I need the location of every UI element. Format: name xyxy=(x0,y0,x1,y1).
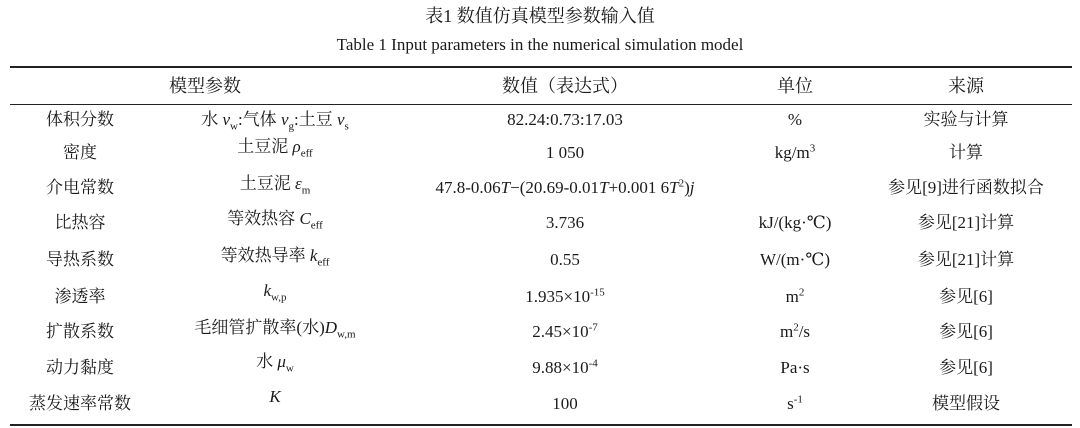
param-symbol: 水 $\mu_w$ xyxy=(256,352,294,375)
table-caption-en: Table 1 Input parameters in the numerical simulation model xyxy=(336,35,744,54)
param-unit: $m^2$ xyxy=(785,286,805,306)
param-symbol: 水 $v_w$:气体 $v_g$:土豆 $v_s$ xyxy=(201,110,349,133)
table-row xyxy=(0,317,1080,352)
param-name: 密度 xyxy=(63,143,97,162)
table-bottom-rule xyxy=(10,424,1072,426)
param-unit: $kg/m^3$ xyxy=(774,142,816,162)
table-row xyxy=(0,389,1080,424)
param-name: 渗透率 xyxy=(54,287,106,306)
param-value: 3.736 xyxy=(545,213,585,232)
param-unit: W/(m·℃) xyxy=(760,250,830,269)
param-unit: $m^2/s$ xyxy=(779,321,811,341)
table-row xyxy=(0,105,1080,140)
param-unit: Pa·s xyxy=(780,358,810,377)
param-source: 参见[9]进行函数拟合 xyxy=(888,178,1044,197)
param-source: 参见[6] xyxy=(939,358,993,377)
param-value: $9.88\times 10^{-4}$ xyxy=(532,357,598,377)
param-name: 扩散系数 xyxy=(46,322,114,341)
param-name: 导热系数 xyxy=(46,250,114,269)
param-symbol: K xyxy=(269,387,281,406)
table-header xyxy=(0,68,1080,104)
param-name: 体积分数 xyxy=(46,110,114,129)
param-name: 动力黏度 xyxy=(46,358,114,377)
param-symbol: 土豆泥 $\rho_{eff}$ xyxy=(237,137,313,160)
header-source: 来源 xyxy=(948,76,984,96)
param-source: 计算 xyxy=(949,143,983,162)
header-param: 模型参数 xyxy=(169,76,241,96)
param-name: 蒸发速率常数 xyxy=(29,394,131,413)
table-row xyxy=(0,173,1080,208)
param-symbol: $k_{w,p}$ xyxy=(263,281,287,304)
param-unit: $s^{-1}$ xyxy=(787,393,803,413)
table-row xyxy=(0,245,1080,280)
param-value: $1.935\times 10^{-15}$ xyxy=(525,286,605,306)
param-source: 参见[6] xyxy=(939,322,993,341)
table-row xyxy=(0,138,1080,173)
param-value: 1 050 xyxy=(545,143,585,162)
param-source: 模型假设 xyxy=(932,394,1000,413)
table-row xyxy=(0,208,1080,243)
table-row xyxy=(0,353,1080,388)
param-value: 47.8-0.06T−(20.69-0.01T+0.001 $6T^2)j$ xyxy=(435,177,695,197)
param-name: 比热容 xyxy=(54,213,106,232)
header-unit: 单位 xyxy=(777,76,813,96)
param-source: 实验与计算 xyxy=(923,110,1009,129)
param-source: 参见[21]计算 xyxy=(917,213,1015,232)
param-unit: kJ/(kg·℃) xyxy=(758,213,832,232)
header-value: 数值（表达式） xyxy=(502,76,628,96)
param-value: 82.24:0.73:17.03 xyxy=(507,110,623,129)
param-symbol: 毛细管扩散率(水)$D_{w,m}$ xyxy=(194,318,356,341)
param-unit: % xyxy=(787,110,803,129)
param-symbol: 土豆泥 $\varepsilon_m$ xyxy=(239,174,311,197)
table-row xyxy=(0,282,1080,317)
param-value: $2.45\times 10^{-7}$ xyxy=(532,321,598,341)
param-name: 介电常数 xyxy=(46,178,114,197)
table-caption-cn: 表1 数值仿真模型参数输入值 xyxy=(425,6,655,26)
param-value: 100 xyxy=(552,394,578,413)
param-symbol: 等效热容 $C_{eff}$ xyxy=(227,209,323,232)
param-source: 参见[21]计算 xyxy=(917,250,1015,269)
param-source: 参见[6] xyxy=(939,287,993,306)
param-value: 0.55 xyxy=(550,250,580,269)
param-symbol: 等效热导率 $k_{eff}$ xyxy=(220,246,330,269)
